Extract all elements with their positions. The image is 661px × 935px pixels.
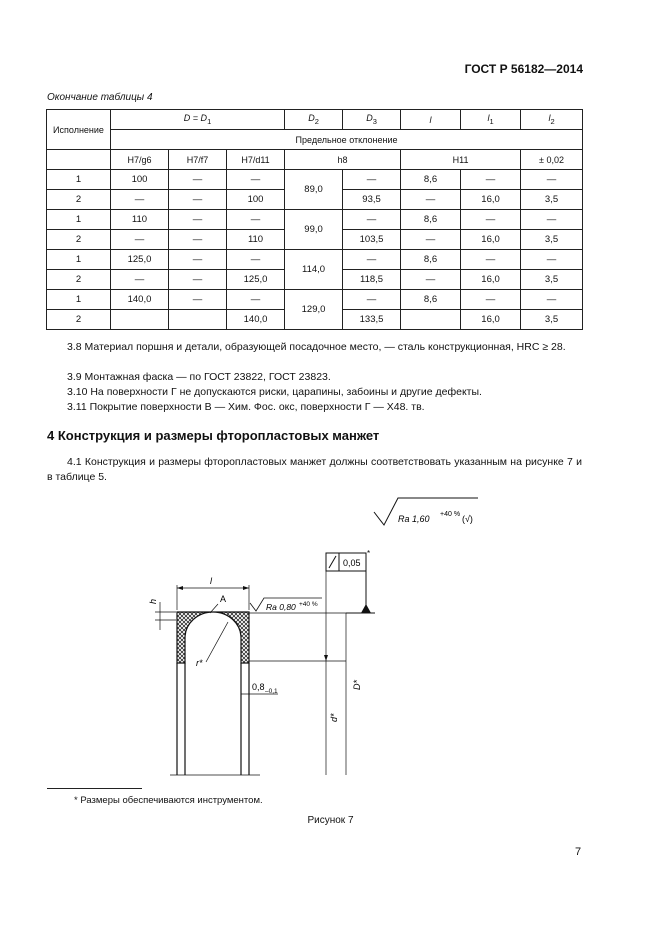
table-4 [46,109,583,330]
cell-h7g6: — [111,270,169,290]
cell-h7f7: — [169,270,227,290]
footnote-rule [47,788,142,789]
cell-h7f7: — [169,190,227,210]
table-row [47,250,583,270]
roughness-local-tolerance: +40 % [299,601,318,608]
document-code: ГОСТ Р 56182—2014 [464,62,583,76]
header-D3: $D_3$ [343,110,401,130]
label-l: l [210,576,212,586]
cell-l2: — [521,170,583,190]
paragraph-3-10: 3.10 На поверхности Г не допускаются риски, царапины, забоины и другие дефекты. [67,386,482,398]
cell-d2: 114,0 [285,250,343,290]
cell-h7g6 [111,310,169,330]
cell-l2: 3,5 [521,230,583,250]
cell-l1: — [461,250,521,270]
cell-l: 8,6 [401,210,461,230]
cell-d3: 118,5 [343,270,401,290]
roughness-general-tolerance: +40 % [440,511,461,518]
tol-h7d11: H7/d11 [227,150,285,170]
cell-h7g6: 100 [111,170,169,190]
cell-d3: — [343,210,401,230]
tol-h7f7: H7/f7 [169,150,227,170]
cell-d2: 89,0 [285,170,343,210]
header-deviation: Предельное отклонение [111,130,583,150]
tolerance-frame [326,549,375,613]
cell-l1: — [461,170,521,190]
cell-h7f7: — [169,250,227,270]
label-r: r* [196,658,203,668]
roughness-local-symbol [250,598,322,612]
cell-d3: — [343,170,401,190]
cell-l: 8,6 [401,170,461,190]
cell-d2: 129,0 [285,290,343,330]
cell-d3: 133,5 [343,310,401,330]
cell-h7f7 [169,310,227,330]
label-08: 0,8 [252,682,265,692]
footnote: * Размеры обеспечиваются инструментом. [74,795,263,806]
roughness-general-value: Ra 1,60 [398,514,430,524]
cell-ispolnenie: 2 [47,270,111,290]
label-d: d* [329,713,339,722]
paragraph-4-1: 4.1 Конструкция и размеры фторопластовых манжет должны соответствовать указанным на рисунке 7 и в таблице 5. [47,456,582,483]
cell-d3: — [343,290,401,310]
cell-l: — [401,230,461,250]
header-ispolnenie: Исполнение [47,110,111,150]
tolerance-value: 0,05 [343,558,361,568]
dimension-D [346,613,362,775]
roughness-paren-symbol: (√) [462,514,473,524]
seal-cross-section [170,612,260,775]
cell-ispolnenie: 2 [47,230,111,250]
cell-l1: 16,0 [461,310,521,330]
cell-l: — [401,270,461,290]
table-row [47,290,583,310]
header-l1: $l_1$ [461,110,521,130]
cell-h7d11: — [227,250,285,270]
cell-h7g6: — [111,190,169,210]
cell-h7g6: 110 [111,210,169,230]
cell-h7d11: 110 [227,230,285,250]
cell-l2: — [521,290,583,310]
cell-h7d11: 140,0 [227,310,285,330]
header-l2: $l_2$ [521,110,583,130]
cell-d3: — [343,250,401,270]
header-D: $D = D_1$ [111,110,285,130]
cell-ispolnenie: 1 [47,290,111,310]
cell-h7d11: 100 [227,190,285,210]
dimension-h [148,599,176,630]
cell-l: 8,6 [401,290,461,310]
roughness-general-symbol [374,498,478,525]
cell-d3: 103,5 [343,230,401,250]
cell-d2: 99,0 [285,210,343,250]
cell-h7g6: 140,0 [111,290,169,310]
label-A: A [220,594,227,604]
header-D2: $D_2$ [285,110,343,130]
cell-h7f7: — [169,170,227,190]
figure-7-drawing [0,490,661,790]
cell-h7g6: 125,0 [111,250,169,270]
cell-l: — [401,190,461,210]
dimension-d [249,571,346,775]
cell-ispolnenie: 2 [47,190,111,210]
tol-h8: h8 [285,150,401,170]
cell-ispolnenie: 1 [47,210,111,230]
dimension-l [177,576,249,610]
paragraph-3-8: 3.8 Материал поршня и детали, образующей посадочное место, — сталь конструкционная, HRC ≥ 28. [67,341,566,353]
table-caption: Окончание таблицы 4 [47,92,153,103]
cell-h7d11: — [227,210,285,230]
cell-h7d11: — [227,290,285,310]
cell-l1: — [461,210,521,230]
cell-l1: 16,0 [461,270,521,290]
tol-h11: H11 [401,150,521,170]
tolerance-star: * [367,549,371,558]
cell-l1: — [461,290,521,310]
label-h: h [148,598,158,604]
cell-l1: 16,0 [461,190,521,210]
cell-l: 8,6 [401,250,461,270]
cell-l2: 3,5 [521,190,583,210]
paragraph-3-9: 3.9 Монтажная фаска — по ГОСТ 23822, ГОСТ 23823. [67,371,331,383]
table-body [47,170,583,330]
paragraph-3-11: 3.11 Покрытие поверхности В — Хим. Фос. окс, поверхности Г — Х48. тв. [67,401,425,413]
figure-caption: Рисунок 7 [307,815,354,826]
tol-pm: ± 0,02 [521,150,583,170]
table-row [47,210,583,230]
cell-l2: 3,5 [521,310,583,330]
cell-ispolnenie: 1 [47,250,111,270]
cell-l2: 3,5 [521,270,583,290]
cell-ispolnenie: 1 [47,170,111,190]
section-4-heading: 4 Конструкция и размеры фторопластовых манжет [47,428,380,443]
cell-h7d11: 125,0 [227,270,285,290]
cell-l2: — [521,210,583,230]
cell-h7f7: — [169,290,227,310]
cell-h7d11: — [227,170,285,190]
cell-h7g6: — [111,230,169,250]
cell-l [401,310,461,330]
header-l: l [401,110,461,130]
cell-ispolnenie: 2 [47,310,111,330]
cell-h7f7: — [169,230,227,250]
radius-r [196,622,228,668]
page-number: 7 [575,846,582,858]
dimension-wall [241,682,278,695]
roughness-local-value: Ra 0,80 [266,602,296,612]
table-row [47,170,583,190]
cell-d3: 93,5 [343,190,401,210]
label-D: D* [352,679,362,690]
cell-l2: — [521,250,583,270]
cell-h7f7: — [169,210,227,230]
label-08-tol: –0,1 [265,688,278,695]
cell-l1: 16,0 [461,230,521,250]
tol-h7g6: H7/g6 [111,150,169,170]
